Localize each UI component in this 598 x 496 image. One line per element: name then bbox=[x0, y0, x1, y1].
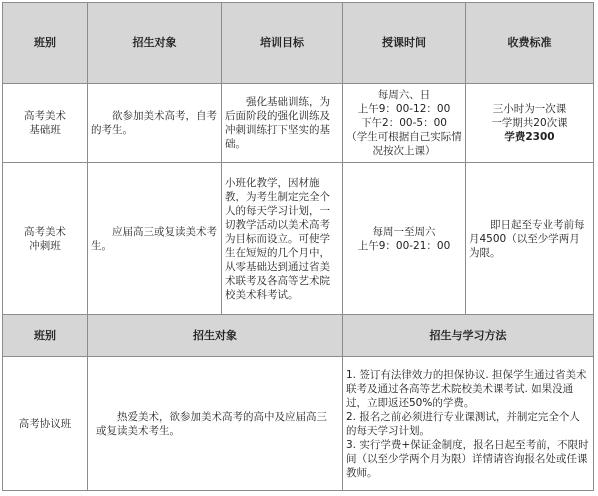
time-basic: 每周六、日 上午9：00-12：00 下午2：00-5：00 （学生可根据自己实际情况按次上课） bbox=[343, 84, 466, 163]
goal-sprint: 小班化教学，因材施教，为考生制定完全个人的每天学习计划，一切教学活动以美术高考为目标而设立。可使学生在短短的几个月中，从零基础达到通过省美术联考及各高等艺术院校美术科考试。 bbox=[222, 163, 343, 315]
table-row-agreement bbox=[3, 357, 594, 491]
target-sprint: 应届高三或复读美术考生。 bbox=[88, 163, 222, 315]
class-name-agreement: 高考协议班 bbox=[3, 357, 88, 491]
goal-basic: 强化基础训练，为后面阶段的强化训练及冲刺训练打下坚实的基础。 bbox=[222, 84, 343, 163]
fee-sprint: 即日起至专业考前每月4500（以至少学两月为限。 bbox=[466, 163, 594, 315]
table-row-basic bbox=[3, 84, 594, 163]
table2-header-row bbox=[3, 315, 594, 357]
header2-methods: 招生与学习方法 bbox=[343, 315, 594, 357]
header-target: 招生对象 bbox=[88, 3, 222, 84]
header-goal: 培训目标 bbox=[222, 3, 343, 84]
target-basic: 欲参加美术高考，自考的考生。 bbox=[88, 84, 222, 163]
method-item: 1. 签订有法律效力的担保协议. 担保学生通过省美术联考及通过各高等艺术院校美术课考试. 如果没通过，立即返还50%的学费。 bbox=[346, 368, 587, 409]
table1-header-row bbox=[3, 3, 594, 84]
table-row-sprint bbox=[3, 163, 594, 315]
target-agreement: 热爱美术，欲参加美术高考的高中及应届高三或复读美术考生。 bbox=[88, 357, 343, 491]
method-item: 3. 实行学费+保证金制度，报名日起至考前，不限时间（以至少学两个月为限）详情请咨询报名处或任课教师。 bbox=[346, 438, 589, 479]
class-name-basic: 高考美术 基础班 bbox=[3, 84, 88, 163]
methods-agreement bbox=[343, 357, 594, 491]
class-name-sprint: 高考美术 冲刺班 bbox=[3, 163, 88, 315]
header2-target: 招生对象 bbox=[88, 315, 343, 357]
fee-basic: 三小时为一次课 一学期共20次课 学费2300 bbox=[466, 84, 594, 163]
header2-class: 班别 bbox=[3, 315, 88, 357]
header-fee: 收费标准 bbox=[466, 3, 594, 84]
header-time: 授课时间 bbox=[343, 3, 466, 84]
enrollment-table bbox=[2, 2, 594, 491]
method-item: 2. 报名之前必须进行专业课测试，并制定完全个人的每天学习计划。 bbox=[346, 410, 580, 437]
time-sprint: 每周一至周六 上午9：00-21：00 bbox=[343, 163, 466, 315]
header-class: 班别 bbox=[3, 3, 88, 84]
